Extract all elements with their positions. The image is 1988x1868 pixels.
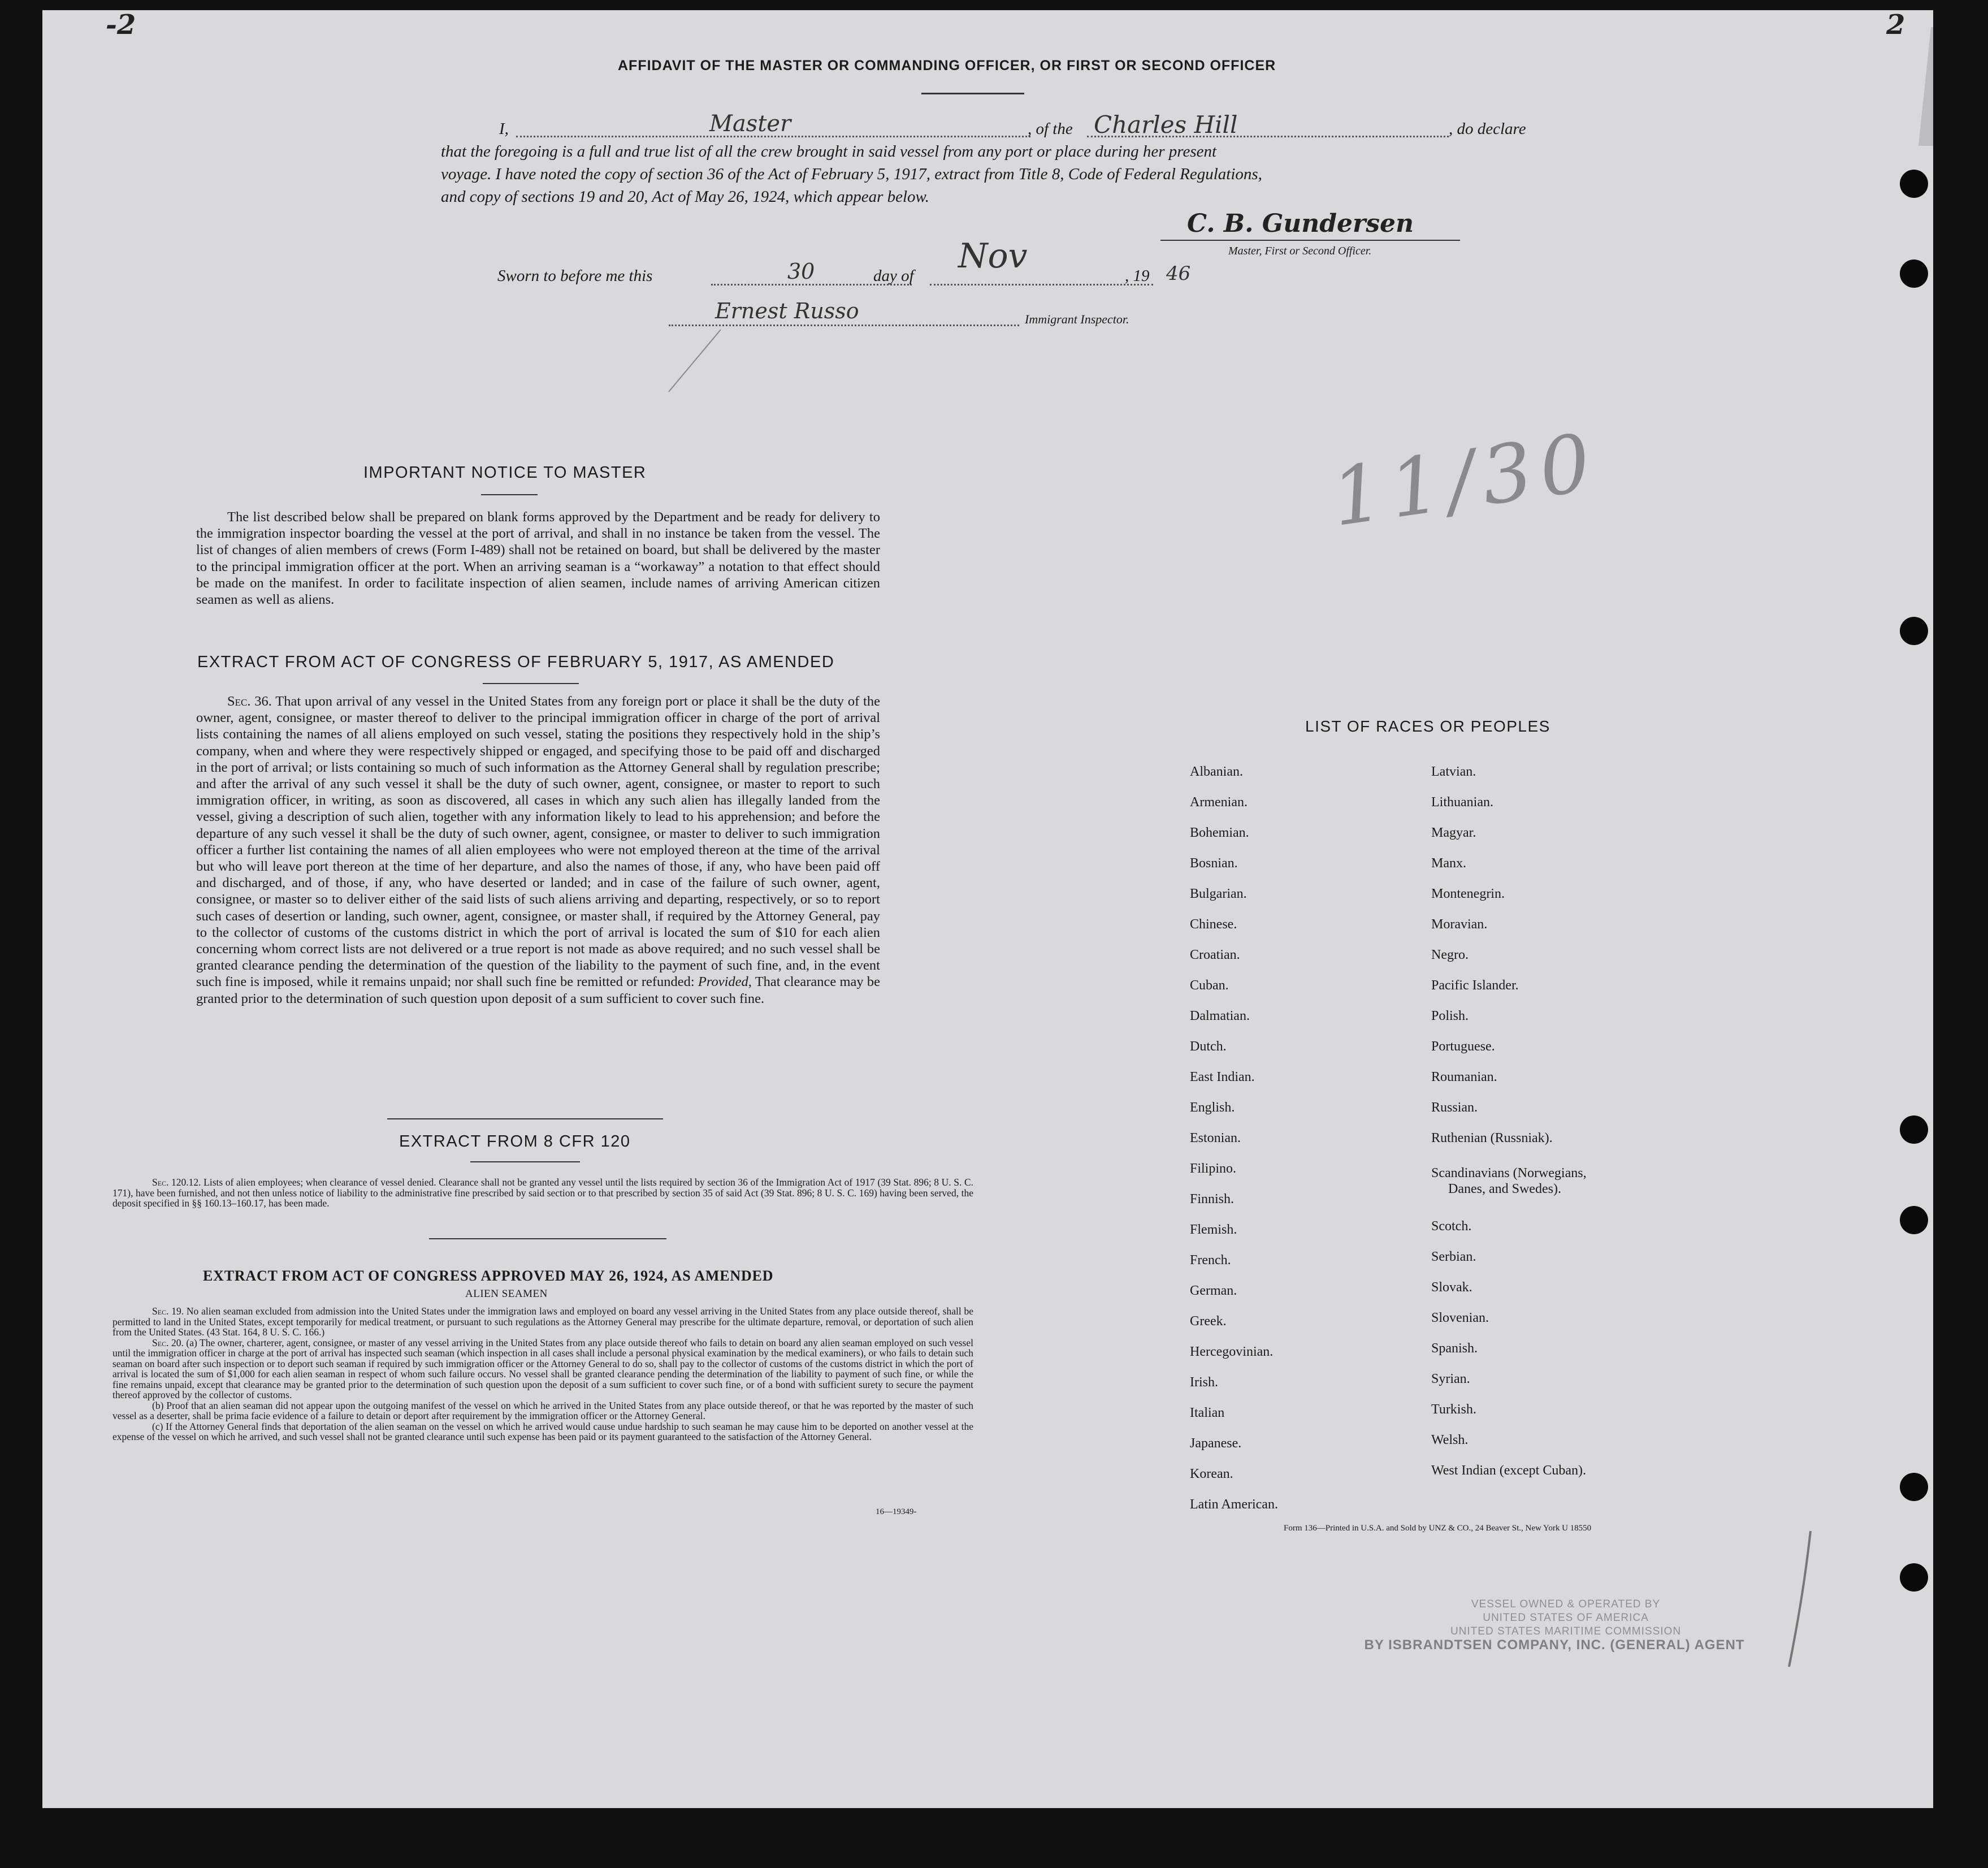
race-right-item: Slovenian. — [1431, 1311, 1489, 1325]
affidavit-line-4: and copy of sections 19 and 20, Act of May 26, 1924, which appear below. — [441, 188, 929, 206]
race-left-item: Estonian. — [1190, 1131, 1241, 1145]
races-title: LIST OF RACES OR PEOPLES — [1305, 717, 1550, 735]
race-left-item: Finnish. — [1190, 1192, 1235, 1207]
pencil-stroke — [664, 327, 732, 395]
year-handwriting: 46 — [1166, 262, 1191, 285]
race-right-item: West Indian (except Cuban). — [1431, 1463, 1586, 1478]
section-20c-text: (c) If the Attorney General finds that deportation of the alien seaman on the vessel on which he arrived would cause undue hardship to such seaman he may cause him to be deported on another vessel at the expense of the vessel on which he arrived, and such vessel shall not be granted clearance until such expense has been paid or its payment guaranteed to the satisfaction of the Attorney General. — [112, 1420, 973, 1442]
punch-hole-icon — [1900, 170, 1928, 198]
notice-rule — [481, 494, 538, 495]
inspector-signature: Ernest Russo — [715, 299, 859, 323]
race-right-item: Latvian. — [1431, 764, 1476, 779]
punch-hole-icon — [1900, 1473, 1928, 1501]
section-19-text — [112, 1306, 973, 1338]
form-footer: Form 136—Printed in U.S.A. and Sold by UNZ & CO., 24 Beaver St., New York U 18550 — [1284, 1524, 1592, 1533]
cfr-text — [112, 1177, 973, 1209]
section-19-label: Sec. 19. — [152, 1305, 184, 1317]
punch-hole-icon — [1900, 1563, 1928, 1592]
punch-hole-icon — [1900, 1115, 1928, 1144]
document-sheet — [42, 10, 1933, 1808]
inspector-dotted-line — [669, 325, 1019, 326]
punch-hole-icon — [1900, 1206, 1928, 1234]
race-left-item: Bohemian. — [1190, 825, 1249, 840]
race-right-item: Slovak. — [1431, 1280, 1472, 1295]
race-left-item: Albanian. — [1190, 764, 1243, 779]
maritime-stamp — [1362, 1598, 1769, 1652]
folded-corner — [1918, 27, 1933, 146]
stamp-line-1: VESSEL OWNED & OPERATED BY — [1471, 1598, 1661, 1610]
master-signature: C. B. Gundersen — [1187, 209, 1414, 238]
page-mark-right: 2 — [1886, 10, 1905, 41]
race-right-item: Ruthenian (Russniak). — [1431, 1131, 1553, 1145]
race-left-item: Latin American. — [1190, 1497, 1278, 1512]
race-left-item: Dutch. — [1190, 1039, 1227, 1054]
vessel-name-handwriting: Charles Hill — [1094, 111, 1238, 139]
affidavit-line-2: that the foregoing is a full and true list of all the crew brought in said vessel from any port or place during her present — [441, 142, 1217, 161]
race-right-item: Magyar. — [1431, 825, 1476, 840]
act-1924-body — [112, 1306, 973, 1442]
race-left-item: Armenian. — [1190, 795, 1248, 810]
race-left-item: Croatian. — [1190, 948, 1240, 962]
master-handwriting: Master — [709, 111, 791, 137]
race-left-item: Japanese. — [1190, 1436, 1242, 1451]
race-right-item: Russian. — [1431, 1100, 1478, 1115]
race-left-item: French. — [1190, 1253, 1231, 1268]
race-left-item: Korean. — [1190, 1467, 1233, 1481]
race-left-item: Bosnian. — [1190, 856, 1238, 871]
affidavit-title: AFFIDAVIT OF THE MASTER OR COMMANDING OFFICER, OR FIRST OR SECOND OFFICER — [618, 58, 1276, 73]
print-code: 16—19349- — [876, 1507, 917, 1516]
section-20-label: Sec. 20. — [152, 1337, 184, 1348]
inspector-caption: Immigrant Inspector. — [1025, 312, 1129, 326]
stamp-line-4: BY ISBRANDTSEN COMPANY, INC. (GENERAL) AGENT — [1364, 1637, 1745, 1653]
race-left-item: Cuban. — [1190, 978, 1229, 993]
page-mark-left: -2 — [106, 10, 136, 41]
race-right-item: Serbian. — [1431, 1249, 1476, 1264]
race-left-item: Chinese. — [1190, 917, 1237, 932]
stamp-line-3: UNITED STATES MARITIME COMMISSION — [1450, 1625, 1682, 1637]
signature-line — [1160, 240, 1460, 241]
race-right-item: Syrian. — [1431, 1372, 1470, 1386]
race-right-item: Manx. — [1431, 856, 1466, 871]
race-right-item: Scotch. — [1431, 1219, 1472, 1234]
race-right-item: Scandinavians (Norwegians, — [1431, 1166, 1587, 1181]
act-1924-subtitle: ALIEN SEAMEN — [465, 1288, 548, 1300]
section-20b-text: (b) Proof that an alien seaman did not appear upon the outgoing manifest of the vessel on which he arrived in the United States from any place outside thereof, or that he was reported by the master of such vessel as a deserter, shall be prima facie evidence of a failure to detain or deport after requirement by the immigration officer or the Attorney General. — [112, 1399, 973, 1421]
cfr-section-label: Sec. 120.12. — [152, 1177, 201, 1188]
race-left-item: Bulgarian. — [1190, 887, 1247, 901]
day-of-label: day of — [873, 267, 914, 285]
signature-caption: Master, First or Second Officer. — [1228, 245, 1372, 257]
extract-1917-title: EXTRACT FROM ACT OF CONGRESS OF FEBRUARY 5, 1917, AS AMENDED — [197, 653, 835, 671]
extract-1917-end-rule — [387, 1118, 663, 1119]
race-right-item: Lithuanian. — [1431, 795, 1493, 810]
affidavit-line-3: voyage. I have noted the copy of section 36 of the Act of February 5, 1917, extract from Title 8, Code of Federal Regulations, — [441, 165, 1262, 183]
race-right-item: Negro. — [1431, 948, 1469, 962]
section-36-body-a: That upon arrival of any vessel in the United States from any foreign port or place it shall be the duty of the owner, agent, consignee, or master thereof to deliver to the principal immigration officer in charge of the port of arrival lists containing the names of all aliens employed on such vessel, stating the positions they respectively hold in the ship’s company, when and where they were respectively shipped or engaged, and specifying those to be paid off and discharged in the port of arrival; or lists containing so much of such information as the Attorney General shall by regulation prescribe; and after the arrival of any such vessel it shall be the duty of such owner, agent, consignee, or master to report to such immigration officer, in writing, as soon as discovered, all cases in which any such alien has illegally landed from the vessel, giving a description of such alien, together with any information likely to lead to his apprehension; and before the departure of any such vessel it shall be the duty of such owner, agent, consignee, or master to deliver to such immigration officer a further list containing the names of all alien employees who were not employed thereon at the time of the arrival but who will leave port thereon at the time of her departure, and also the names of those, if any, who have been paid off and discharged, and of those, if any, who have deserted or landed; and in case of the failure of such owner, agent, consignee, or master so to deliver either of the said lists of such aliens arriving and departing, respectively, or so to report such cases of desertion or landing, such owner, agent, consignee, or master shall, if required by the Attorney General, pay to the collector of customs of the customs district in which the port of arrival is located the sum of $10 for each alien concerning whom correct lists are not delivered or a true report is not made as above required; and no such vessel shall be granted clearance pending the determination of the question of the liability to the payment of such fine, and, in the event such fine is imposed, while it remains unpaid; nor shall such fine be remitted or refunded: — [196, 694, 880, 990]
race-left-item: Filipino. — [1190, 1161, 1237, 1176]
pencil-stroke — [1783, 1525, 1817, 1672]
cfr-title: EXTRACT FROM 8 CFR 120 — [399, 1132, 631, 1151]
race-right-item: Portuguese. — [1431, 1039, 1495, 1054]
handwritten-date: 11/30 — [1326, 416, 1604, 545]
section-36-text — [196, 693, 880, 1007]
year-prefix: , 19 — [1125, 267, 1150, 285]
notice-text: The list described below shall be prepared on blank forms approved by the Department and be ready for delivery to the immigration inspector boarding the vessel at the port of arrival, and shall in no instance be taken from the vessel. The list of changes of alien members of crews (Form I-489) shall not be retained on board, but shall be delivered by the master to the principal immigration officer at the port. When an arriving seaman is a “workaway” a notation to that effect should be made on the manifest. In order to facilitate inspection of alien seamen, include names of arriving American citizen seamen as well as aliens. — [196, 509, 880, 608]
race-right-item: Roumanian. — [1431, 1070, 1497, 1084]
cfr-section-body: Lists of alien employees; when clearance of vessel denied. Clearance shall not be granted any vessel until the lists required by section 36 of the Immigration Act of 1917 (39 Stat. 896; 8 U. S. C. 171), have been furnished, and not then unless notice of liability to the administrative fine prescribed by said section or to that prescribed by section 35 of said Act (39 Stat. 896; 8 U. S. C. 169) having been served, the deposit specified in §§ 160.13–160.17, has been made. — [112, 1177, 974, 1209]
race-right-item: Polish. — [1431, 1009, 1469, 1023]
race-left-item: English. — [1190, 1100, 1235, 1115]
section-36-label: Sec. 36. — [227, 694, 272, 709]
punch-hole-icon — [1900, 617, 1928, 645]
extract-1917-rule — [483, 683, 579, 684]
race-right-item: Pacific Islander. — [1431, 978, 1519, 993]
sworn-label: Sworn to before me this — [497, 267, 653, 285]
section-20a-text — [112, 1338, 973, 1400]
of-the-label: , of the — [1028, 120, 1073, 138]
section-20a-body: (a) The owner, charterer, agent, consignee, or master of any vessel arriving in the United States from any place outside thereof who fails to detain on board any alien seaman employed on such vessel until the immigration officer in charge at the port of arrival has inspected such seaman (which inspection in all cases shall include a personal physical examination by the medical examiners), or who fails to detain such seaman on board after such inspection or to deport such seaman if required by such immigration officer or the Attorney General to do so, shall pay to the collector of customs of the customs district in which the port of arrival is located the sum of $1,000 for each alien seaman in respect of whom such failure occurs. No vessel shall be granted clearance pending the determination of the liability to payment of such fine, or while the fine remains unpaid, except that clearance may be granted prior to the determination of such question upon the deposit of a sum sufficient to cover such fine, or of a bond with sufficient surety to secure the payment thereof approved by the collector of customs. — [112, 1337, 973, 1400]
race-left-item: Italian — [1190, 1406, 1225, 1420]
race-left-item: Dalmatian. — [1190, 1009, 1250, 1023]
race-left-item: Flemish. — [1190, 1222, 1237, 1237]
cfr-end-rule — [429, 1238, 666, 1239]
race-left-item: Irish. — [1190, 1375, 1218, 1390]
race-right-item: Welsh. — [1431, 1433, 1469, 1447]
stamp-line-2: UNITED STATES OF AMERICA — [1483, 1612, 1649, 1624]
punch-hole-icon — [1900, 260, 1928, 288]
section-36-body-b: That clearance may be granted prior to the determination of such question upon deposit of a sum sufficient to cover such fine. — [196, 974, 881, 1006]
race-right-item: Turkish. — [1431, 1402, 1476, 1417]
month-dotted-line — [930, 284, 1153, 286]
provided-label: Provided, — [698, 974, 752, 990]
section-19-body: No alien seaman excluded from admission into the United States under the immigration laws and employed on board any vessel arriving in the United States from any place outside thereof, shall be permitted to land in the United States, except temporarily for medical treatment, or pursuant to such regulations as the Attorney General may prescribe for the ultimate departure, removal, or deportation of such alien from the United States. (43 Stat. 164, 8 U. S. C. 166.) — [112, 1305, 973, 1338]
race-right-item: Spanish. — [1431, 1341, 1478, 1356]
race-left-item: East Indian. — [1190, 1070, 1255, 1084]
affidavit-i-label: I, — [499, 120, 509, 138]
notice-title: IMPORTANT NOTICE TO MASTER — [363, 464, 647, 482]
race-right-item: Montenegrin. — [1431, 887, 1505, 901]
race-left-item: German. — [1190, 1283, 1237, 1298]
race-left-item: Greek. — [1190, 1314, 1227, 1329]
title-rule — [921, 93, 1024, 94]
day-handwriting: 30 — [787, 259, 815, 284]
race-right-item: Moravian. — [1431, 917, 1488, 932]
month-handwriting: Nov — [958, 236, 1028, 276]
race-right-item: Danes, and Swedes). — [1448, 1182, 1561, 1196]
cfr-rule — [470, 1161, 580, 1162]
act-1924-title: EXTRACT FROM ACT OF CONGRESS APPROVED MAY 26, 1924, AS AMENDED — [203, 1268, 774, 1284]
race-left-item: Hercegovinian. — [1190, 1344, 1274, 1359]
do-declare-label: , do declare — [1449, 120, 1526, 138]
